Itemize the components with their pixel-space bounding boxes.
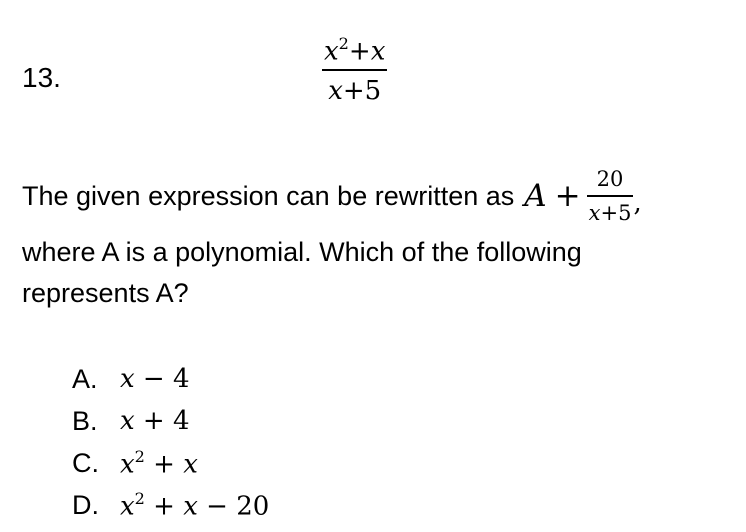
prompt-line-3: represents A? bbox=[22, 278, 189, 308]
choice-expression: x + 4 bbox=[120, 406, 190, 436]
choice-letter: A. bbox=[72, 363, 98, 394]
choice-letter: B. bbox=[72, 405, 98, 436]
math-plus: + bbox=[554, 178, 581, 214]
choice-a[interactable] bbox=[72, 358, 269, 400]
prompt-line-2: where A is a polynomial. Which of the following bbox=[22, 237, 582, 267]
choice-expression: $x^2 + x - 20$ bbox=[120, 488, 270, 522]
answer-choices bbox=[72, 358, 269, 526]
choice-letter: D. bbox=[72, 489, 99, 520]
given-expression-fraction bbox=[322, 28, 387, 107]
question-number: 13. bbox=[22, 62, 61, 93]
remainder-denominator: x+5 bbox=[588, 201, 632, 225]
remainder-numerator: 20 bbox=[596, 167, 624, 191]
choice-letter: C. bbox=[72, 447, 99, 478]
choice-b[interactable] bbox=[72, 400, 269, 442]
math-comma: , bbox=[633, 188, 642, 218]
prompt-text-1: The given expression can be rewritten as bbox=[22, 180, 515, 211]
choice-c[interactable] bbox=[72, 442, 269, 484]
choice-d[interactable] bbox=[72, 484, 269, 526]
choice-expression: $x^2 + x$ bbox=[120, 446, 198, 480]
choice-expression: x − 4 bbox=[120, 364, 190, 394]
expression-denominator: x+5 bbox=[328, 76, 382, 107]
remainder-fraction bbox=[587, 166, 634, 226]
prompt-line-1 bbox=[22, 158, 642, 234]
math-variable-a: A bbox=[524, 178, 547, 214]
expression-numerator: $x^2+x$ bbox=[324, 34, 386, 67]
